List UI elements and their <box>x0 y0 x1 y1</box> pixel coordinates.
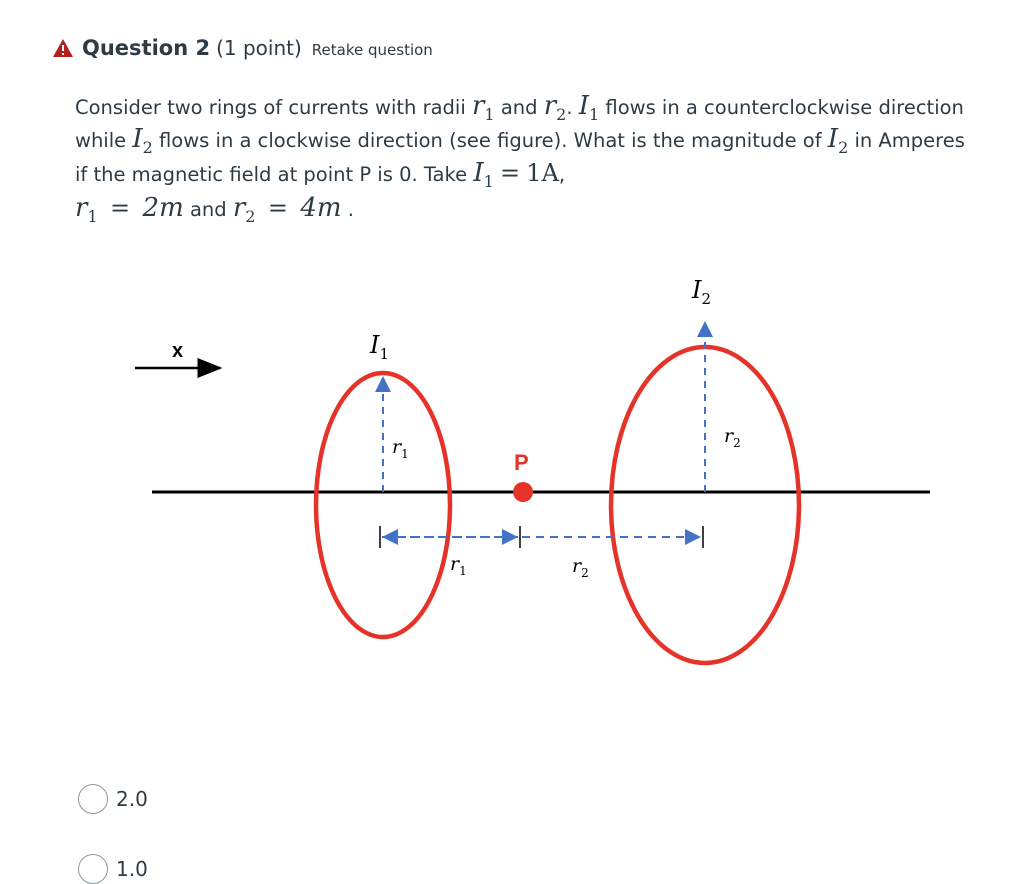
label-i2: $I_2$ <box>692 276 712 308</box>
math-i2: $I_2$ <box>132 124 153 158</box>
math-i2-b: $I_2$ <box>827 124 849 158</box>
label-i1: $I_1$ <box>370 331 390 363</box>
choice-option-1[interactable] <box>78 784 148 814</box>
question-points: (1 point) <box>216 36 302 60</box>
label-r1: $r_1$ <box>392 436 409 461</box>
label-r1-bottom: $r_1$ <box>450 553 467 578</box>
choice-option-2[interactable] <box>78 854 148 884</box>
choice-label: 1.0 <box>116 857 148 881</box>
math-r1: $r_1$ <box>471 91 495 125</box>
point-p <box>513 482 533 502</box>
warning-icon <box>52 38 74 58</box>
question-header <box>52 36 433 60</box>
math-i1-b: $I_1$ <box>473 158 494 192</box>
label-r2-bottom: $r_2$ <box>572 555 589 580</box>
math-i1-value: 1A <box>526 159 559 188</box>
radio-button[interactable] <box>78 854 108 884</box>
rings-figure <box>120 260 940 680</box>
math-r2-value: 4m <box>300 192 342 223</box>
retake-question-link[interactable]: Retake question <box>311 41 433 59</box>
point-p-label: P <box>514 450 529 475</box>
math-i1: $I_1$ <box>578 91 600 125</box>
math-r1-b: $r_1$ <box>75 192 98 226</box>
question-text: Consider two rings of currents with radii $r_1$ and $r_2$. $I_1$ flows in a counterclockwise direction while $I_2$ flows in a clockwise direction (see figure). What is the magnitude of $I_2$ in Amperes if the magnetic field at point P is 0. Take $I_1 = 1A$, $r_1 = 2m$ and $r_2 = 4m$ . <box>75 91 965 226</box>
math-r1-value: 2m <box>142 192 184 223</box>
question-title: Question 2 <box>82 36 211 60</box>
math-r2-b: $r_2$ <box>232 192 256 226</box>
label-r2: $r_2$ <box>724 425 741 450</box>
choice-label: 2.0 <box>116 787 148 811</box>
radio-button[interactable] <box>78 784 108 814</box>
math-r2: $r_2$ <box>543 91 567 125</box>
x-axis-label: x <box>172 340 184 362</box>
